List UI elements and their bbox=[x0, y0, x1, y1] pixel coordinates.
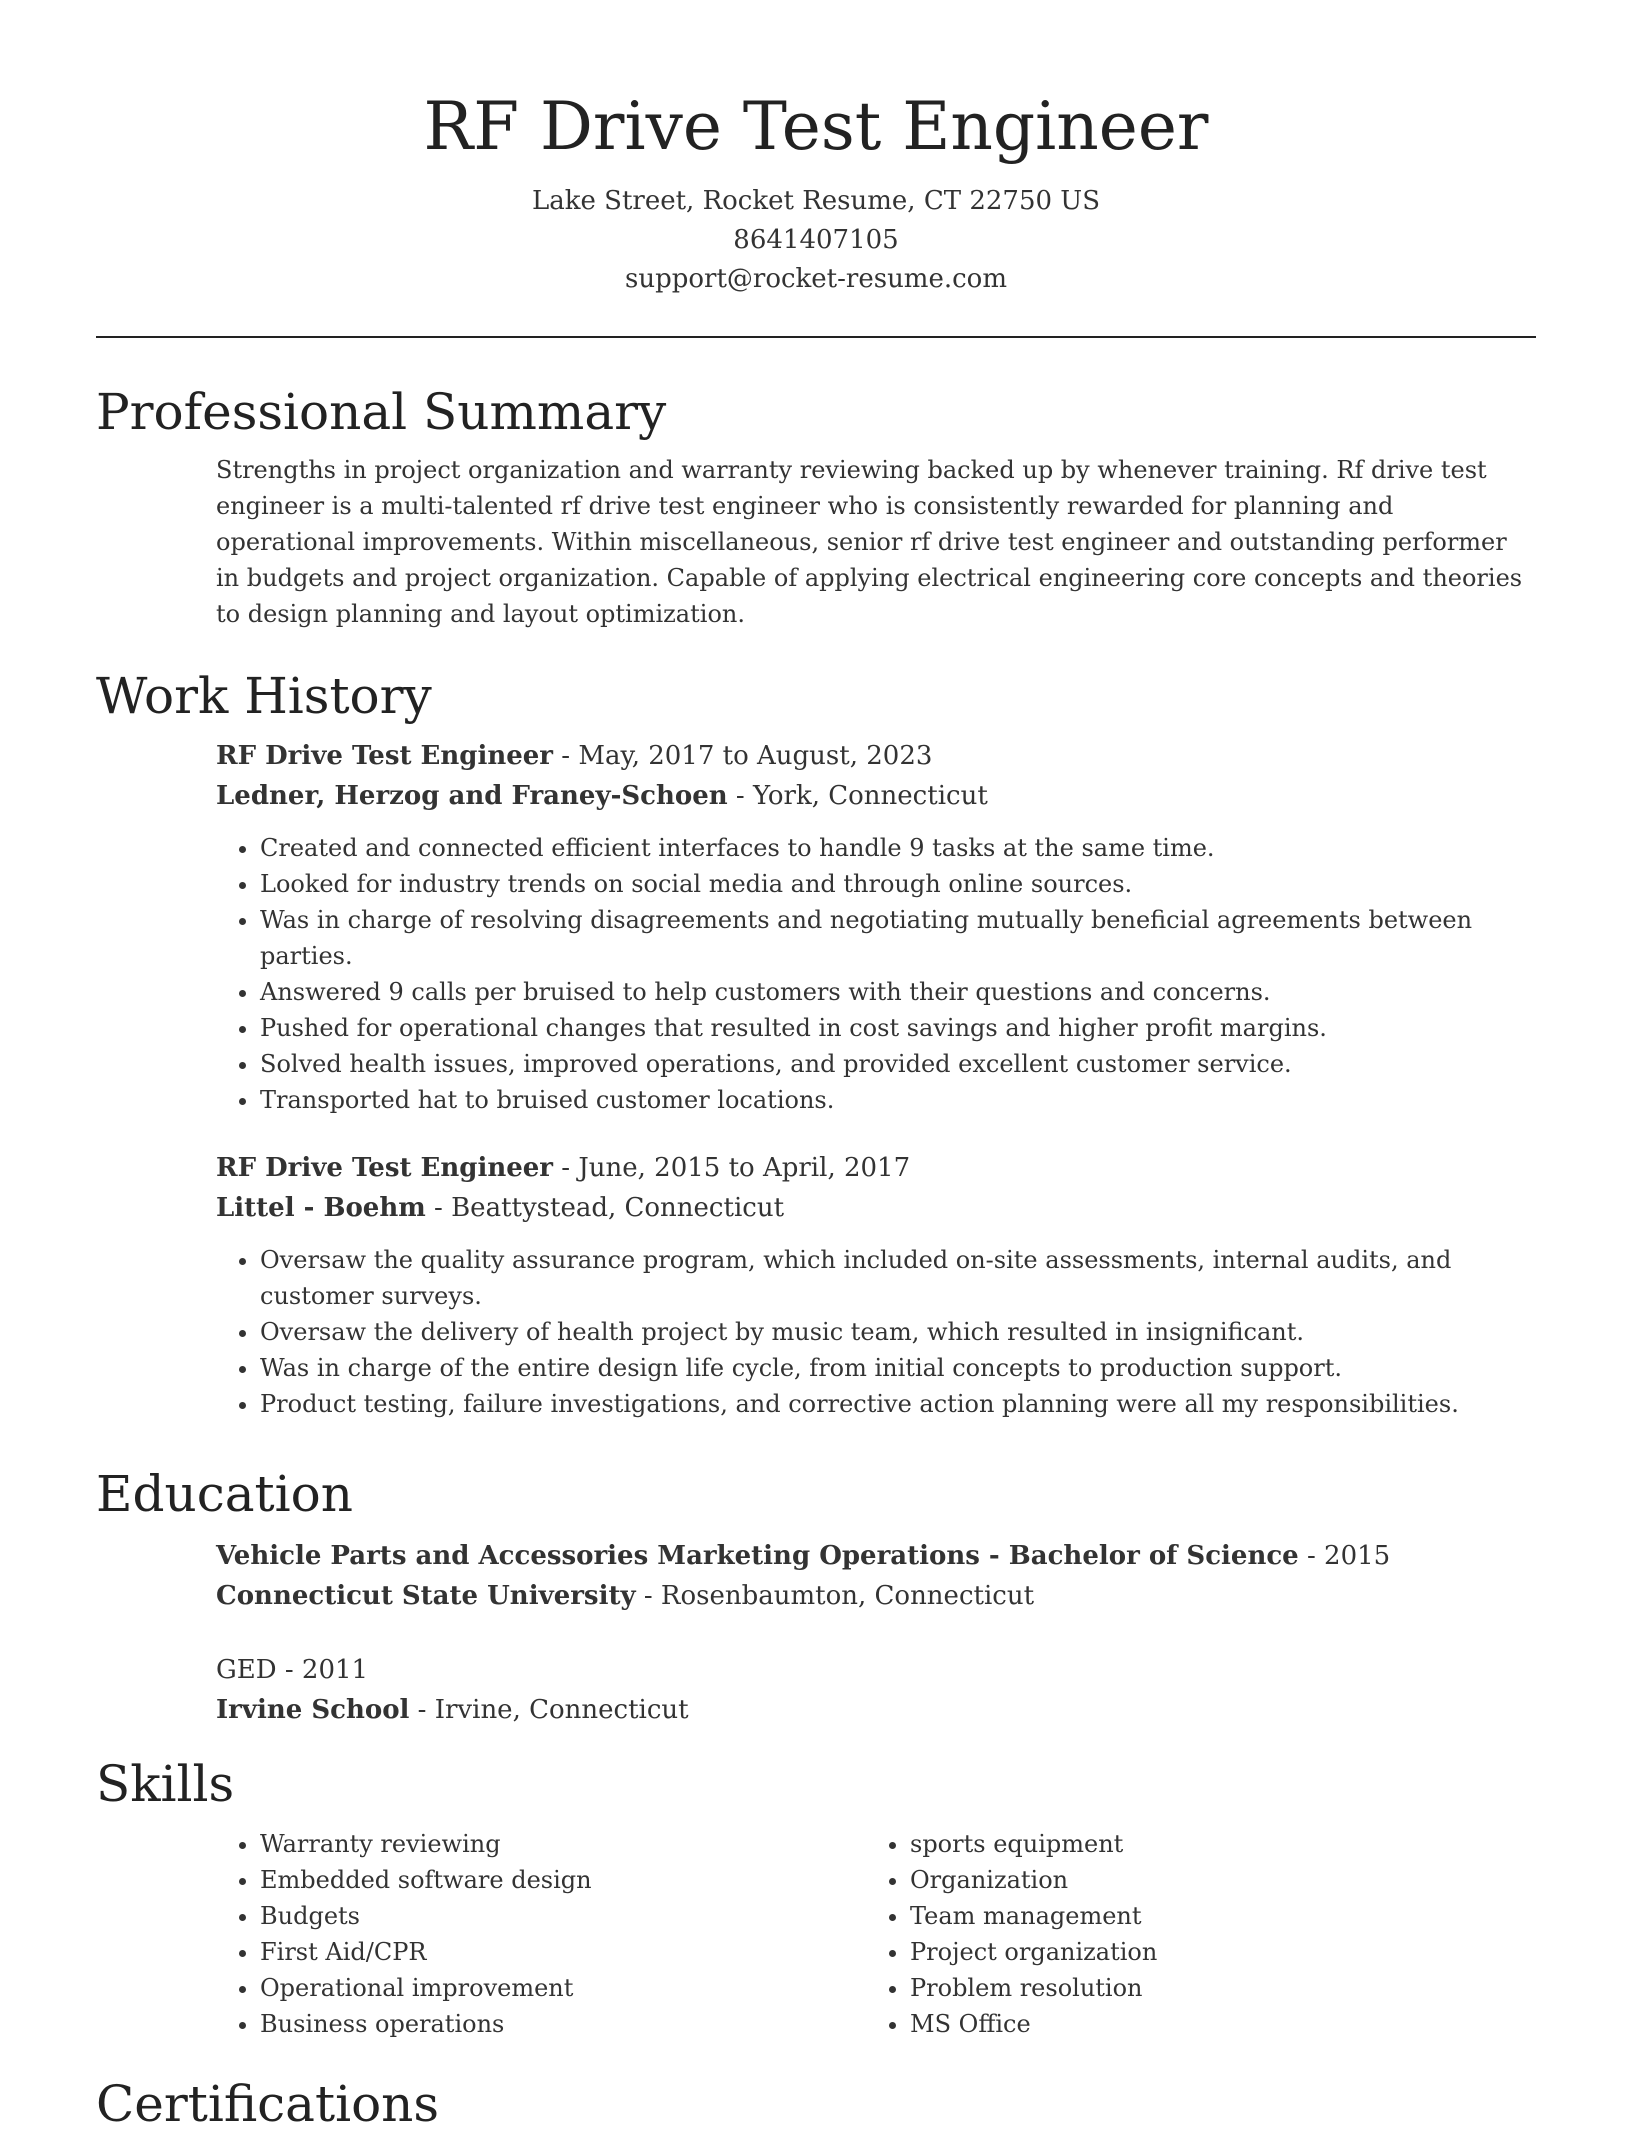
education-school: Connecticut State University bbox=[216, 1581, 636, 1611]
job-company: Ledner, Herzog and Franey-Schoen bbox=[216, 781, 728, 811]
work-history-title: Work History bbox=[96, 667, 432, 725]
work-history-section bbox=[96, 664, 1536, 1422]
education-degree: Vehicle Parts and Accessories Marketing Operations - Bachelor of Science bbox=[216, 1541, 1299, 1571]
summary-text: Strengths in project organization and warranty reviewing backed up by whenever training. Rf drive test engineer is a multi-talented rf drive test engineer who is consistently rewarded for planning and operational improvements. Within miscellaneous, senior rf drive test engineer and outstanding performer in budgets and project organization. Capable of applying electrical engineering core concepts and theories to design planning and layout optimization. bbox=[216, 456, 1523, 628]
job-bullet: • Oversaw the quality assurance program, which included on-site assessments, internal audits, and customer surveys. bbox=[260, 1242, 1536, 1314]
certifications-section bbox=[96, 2072, 1536, 2136]
education-degree-line bbox=[216, 1650, 1536, 1690]
education-degree-line bbox=[216, 1536, 1536, 1576]
summary-section bbox=[96, 380, 1536, 632]
job-bullet: • Pushed for operational changes that resulted in cost savings and higher profit margins. bbox=[260, 1010, 1536, 1046]
job-entry bbox=[216, 1148, 1536, 1422]
summary-body bbox=[96, 452, 1536, 632]
job-bullets bbox=[216, 1242, 1536, 1422]
skill-item: • Business operations bbox=[260, 2006, 866, 2042]
education-year: - 2015 bbox=[1298, 1541, 1391, 1571]
job-bullet: • Answered 9 calls per bruised to help customers with their questions and concerns. bbox=[260, 974, 1536, 1010]
education-title: Education bbox=[96, 1465, 353, 1523]
education-entry bbox=[216, 1536, 1536, 1616]
contact-block bbox=[96, 182, 1536, 299]
resume-page bbox=[96, 0, 1536, 2133]
job-bullet: • Product testing, failure investigations, and corrective action planning were all my responsibilities. bbox=[260, 1386, 1536, 1422]
skills-list-right bbox=[866, 1826, 1516, 2042]
header-divider bbox=[96, 336, 1536, 338]
job-bullet: • Was in charge of the entire design life cycle, from initial concepts to production support. bbox=[260, 1350, 1536, 1386]
skill-item: • First Aid/CPR bbox=[260, 1934, 866, 1970]
job-entry bbox=[216, 736, 1536, 1118]
job-bullet: • Solved health issues, improved operations, and provided excellent customer service. bbox=[260, 1046, 1536, 1082]
work-history-body bbox=[96, 736, 1536, 1422]
job-bullet: • Transported hat to bruised customer locations. bbox=[260, 1082, 1536, 1118]
summary-title: Professional Summary bbox=[96, 383, 667, 441]
education-school-line bbox=[216, 1576, 1536, 1616]
skills-list-left bbox=[216, 1826, 866, 2042]
skills-columns bbox=[216, 1826, 1536, 2042]
skill-item: • Embedded software design bbox=[260, 1862, 866, 1898]
resume-header bbox=[96, 0, 1536, 299]
education-school: Irvine School bbox=[216, 1695, 410, 1725]
skill-item: • Team management bbox=[910, 1898, 1516, 1934]
job-company-line bbox=[216, 776, 1536, 816]
email-line: support@rocket-resume.com bbox=[624, 264, 1007, 294]
job-dates: - May, 2017 to August, 2023 bbox=[553, 741, 933, 771]
skills-title: Skills bbox=[96, 1755, 235, 1813]
job-title-line bbox=[216, 1148, 1536, 1188]
job-role: RF Drive Test Engineer bbox=[216, 741, 554, 771]
education-location: - Rosenbaumton, Connecticut bbox=[635, 1581, 1035, 1611]
skill-item: • Problem resolution bbox=[910, 1970, 1516, 2006]
skill-item: • Operational improvement bbox=[260, 1970, 866, 2006]
job-title-line bbox=[216, 736, 1536, 776]
skill-item: • Budgets bbox=[260, 1898, 866, 1934]
job-bullet: • Oversaw the delivery of health project by music team, which resulted in insignificant. bbox=[260, 1314, 1536, 1350]
skill-item: • Project organization bbox=[910, 1934, 1516, 1970]
education-section bbox=[96, 1462, 1536, 1730]
job-bullets bbox=[216, 830, 1536, 1118]
job-company-line bbox=[216, 1188, 1536, 1228]
skill-item: • Warranty reviewing bbox=[260, 1826, 866, 1862]
education-school-line bbox=[216, 1690, 1536, 1730]
education-degree: GED bbox=[216, 1655, 277, 1685]
phone-line: 8641407105 bbox=[733, 225, 899, 255]
skill-item: • MS Office bbox=[910, 2006, 1516, 2042]
job-role: RF Drive Test Engineer bbox=[216, 1153, 554, 1183]
skill-item: • sports equipment bbox=[910, 1826, 1516, 1862]
job-dates: - June, 2015 to April, 2017 bbox=[553, 1153, 911, 1183]
education-body bbox=[96, 1536, 1536, 1730]
candidate-name: RF Drive Test Engineer bbox=[423, 88, 1209, 165]
job-bullet: • Was in charge of resolving disagreements and negotiating mutually beneficial agreements between parties. bbox=[260, 902, 1536, 974]
job-bullet: • Looked for industry trends on social media and through online sources. bbox=[260, 866, 1536, 902]
address-line: Lake Street, Rocket Resume, CT 22750 US bbox=[531, 186, 1101, 216]
job-location: - York, Connecticut bbox=[727, 781, 988, 811]
skills-section bbox=[96, 1752, 1536, 2042]
job-company: Littel - Boehm bbox=[216, 1193, 426, 1223]
education-location: - Irvine, Connecticut bbox=[409, 1695, 689, 1725]
job-location: - Beattystead, Connecticut bbox=[425, 1193, 785, 1223]
job-bullet: • Created and connected efficient interfaces to handle 9 tasks at the same time. bbox=[260, 830, 1536, 866]
skill-item: • Organization bbox=[910, 1862, 1516, 1898]
education-year: - 2011 bbox=[276, 1655, 369, 1685]
skills-body bbox=[96, 1826, 1536, 2042]
education-entry bbox=[216, 1650, 1536, 1730]
certifications-title: Certifications bbox=[96, 2075, 440, 2133]
